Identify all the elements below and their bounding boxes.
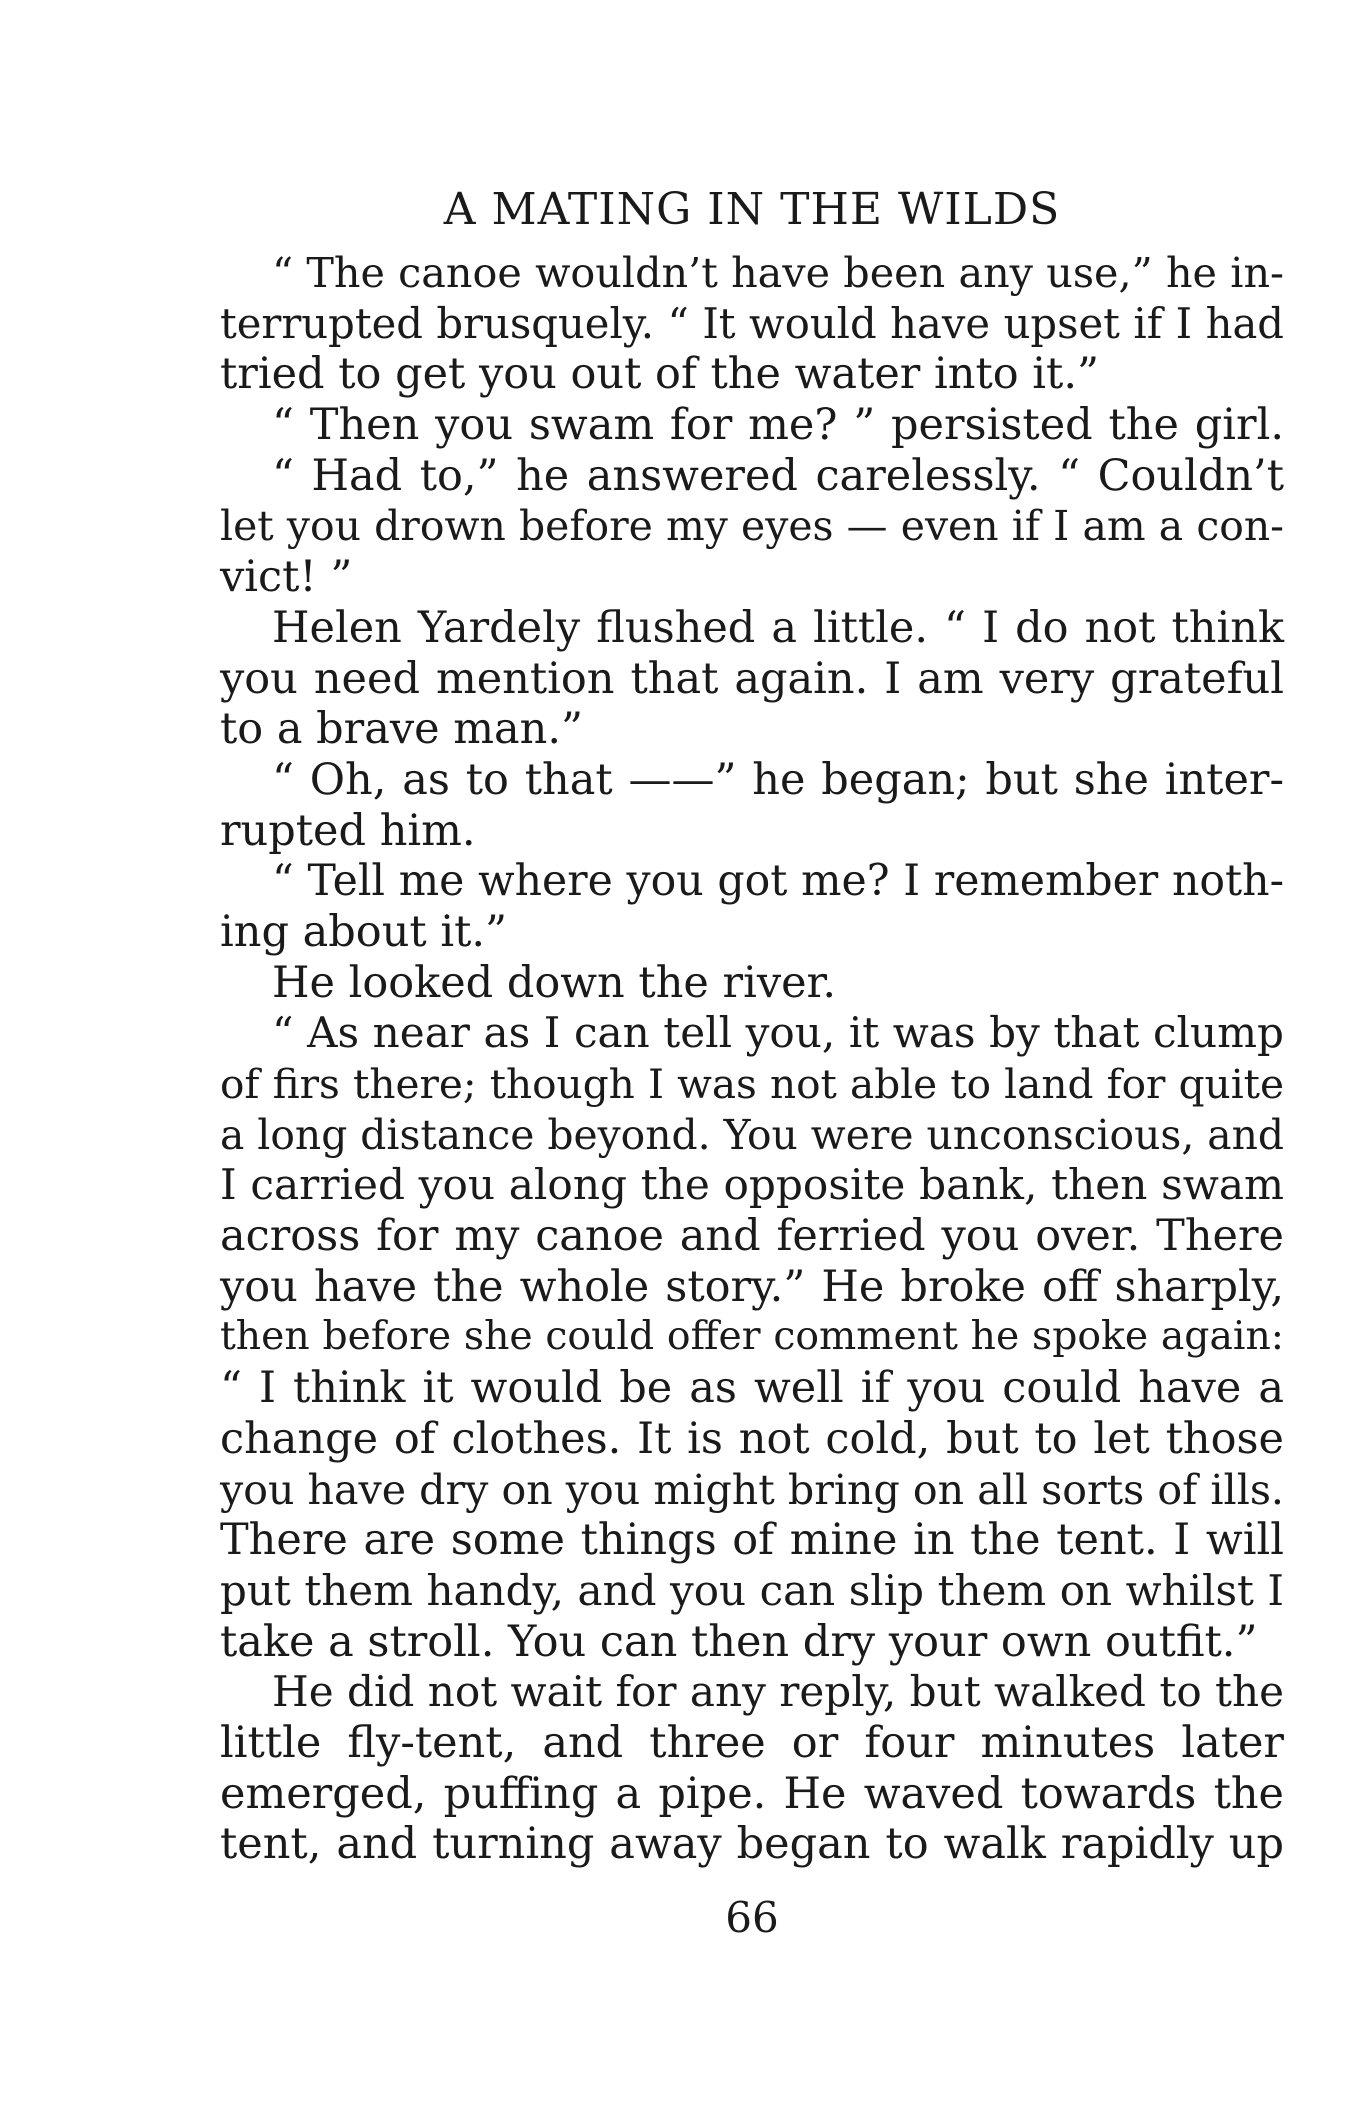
text-line: you have the whole story.” He broke off sharply, [220,1261,1284,1312]
text-line: “ Had to,” he answered carelessly. “ Couldn’t [272,450,1284,501]
text-line: vict! ” [220,552,353,603]
text-line: to a brave man.” [220,704,584,755]
text-line: tent, and turning away began to walk rapidly up [220,1819,1284,1870]
text-line: “ I think it would be as well if you could have a [220,1363,1284,1414]
text-line: I carried you along the opposite bank, then swam [220,1160,1284,1210]
text-line: Helen Yardely flushed a little. “ I do not think [272,602,1284,653]
page-number: 66 [725,1893,779,1942]
body-text [220,248,1284,1870]
text-line: “ Oh, as to that ——” he began; but she inter- [272,754,1284,805]
text-line: “ As near as I can tell you, it was by that clump [272,1008,1284,1058]
text-line: change of clothes. It is not cold, but to let those [220,1413,1284,1464]
text-line: a long distance beyond. You were unconscious, and [220,1110,1284,1159]
text-line: terrupted brusquely. “ It would have upset if I had [220,298,1284,348]
text-line: take a stroll. You can then dry your own outfit.” [220,1616,1258,1667]
text-line: put them handy, and you can slip them on whilst I [220,1565,1284,1615]
text-line: of firs there; though I was not able to land for quite [220,1060,1284,1108]
text-line: you need mention that again. I am very grateful [220,653,1284,704]
text-line: little fly-tent, and three or four minutes later [220,1717,1284,1768]
running-head: A MATING IN THE WILDS [443,184,1061,235]
text-line: you have dry on you might bring on all sorts of ills. [220,1465,1284,1514]
text-line: emerged, puffing a pipe. He waved towards the [220,1768,1284,1819]
text-line: He did not wait for any reply, but walked to the [272,1667,1284,1717]
text-line: ing about it.” [220,906,508,957]
text-line: “ The canoe wouldn’t have been any use,” he in- [272,249,1284,297]
text-line: tried to get you out of the water into it.” [220,349,1099,400]
text-line: “ Tell me where you got me? I remember noth- [272,856,1284,907]
text-line: let you drown before my eyes — even if I am a con- [220,502,1284,551]
text-line: rupted him. [220,805,476,856]
text-line: There are some things of mine in the tent. I will [220,1515,1284,1566]
text-line: He looked down the river. [272,957,837,1008]
text-line: “ Then you swam for me? ” persisted the girl. [272,400,1284,451]
text-line: then before she could offer comment he spoke again: [220,1314,1284,1360]
text-line: across for my canoe and ferried you over. There [220,1211,1284,1262]
